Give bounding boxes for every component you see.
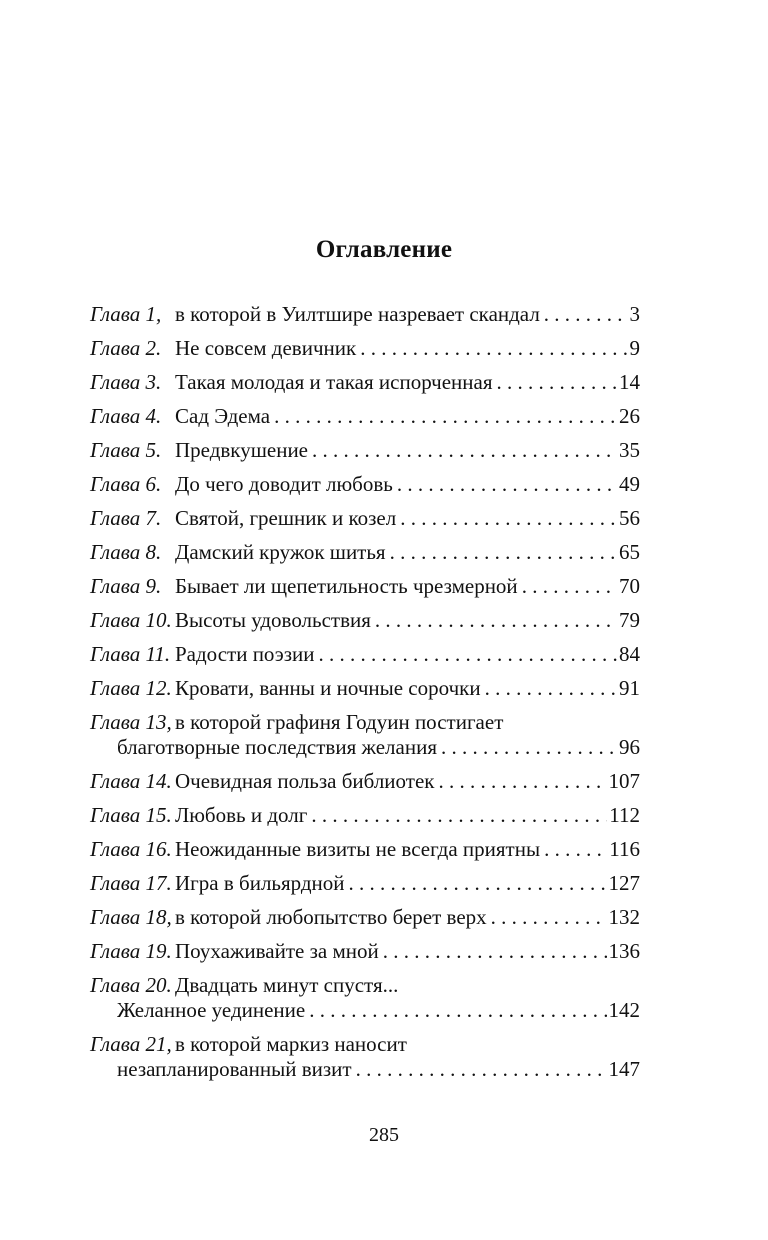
chapter-page-number: 91 [619,676,640,700]
toc-entry-line [90,574,640,599]
chapter-title: в которой любопытство берет верх [175,905,487,929]
chapter-label [90,710,175,735]
toc-entry [90,404,640,429]
dot-leader [497,370,617,395]
chapter-number: 1, [145,302,162,326]
toc-entry-line [90,1032,640,1057]
chapter-label [90,302,175,327]
chapter-label [90,642,175,667]
chapter-label [90,837,175,862]
toc-entry-line [90,302,640,327]
chapter-page-number: 96 [619,735,640,759]
chapter-page-number: 116 [609,837,640,861]
toc-entry [90,676,640,701]
toc-entry [90,540,640,565]
chapter-label [90,438,175,463]
chapter-title: в которой графиня Годуин постигает [175,710,504,734]
toc-entry [90,939,640,964]
chapter-number: 9. [145,574,162,598]
toc-entry [90,642,640,667]
toc-entry [90,905,640,930]
chapter-page-number: 70 [619,574,640,598]
toc-entry-line [90,608,640,633]
chapter-title: Такая молодая и такая испорченная [175,370,493,394]
dot-leader [309,998,606,1023]
chapter-title: Святой, грешник и козел [175,506,397,530]
toc-entry [90,837,640,862]
chapter-page-number: 147 [608,1057,640,1081]
chapter-number: 13, [145,710,172,734]
toc-entry-continuation [90,998,640,1023]
chapter-word: Глава [90,302,141,326]
chapter-label [90,676,175,701]
dot-leader [485,676,617,701]
dot-leader [438,769,606,794]
toc-entry [90,370,640,395]
chapter-page-number: 56 [619,506,640,530]
toc-entry [90,506,640,531]
chapter-label [90,769,175,794]
chapter-word: Глава [90,506,141,530]
toc-entry-line [90,676,640,701]
chapter-page-number: 132 [608,905,640,929]
chapter-title-continuation: Желанное уединение [117,998,306,1022]
chapter-label [90,905,175,930]
chapter-number: 16. [145,837,172,861]
chapter-number: 14. [145,769,172,793]
chapter-word: Глава [90,574,141,598]
chapter-number: 6. [145,472,162,496]
chapter-number: 3. [145,370,162,394]
toc-entry-line [90,540,640,565]
chapter-title: Радости поэзии [175,642,315,666]
chapter-label [90,472,175,497]
chapter-title: Бывает ли щепетильность чрезмерной [175,574,518,598]
chapter-page-number: 112 [609,803,640,827]
dot-leader [311,803,607,828]
toc-entry-line [90,871,640,896]
chapter-word: Глава [90,939,141,963]
chapter-label [90,871,175,896]
chapter-label [90,1032,175,1057]
chapter-title: Сад Эдема [175,404,271,428]
chapter-page-number: 9 [629,336,640,360]
chapter-page-number: 84 [619,642,640,666]
chapter-title: Любовь и долг [175,803,308,827]
chapter-number: 7. [145,506,162,530]
chapter-word: Глава [90,710,141,734]
chapter-word: Глава [90,336,141,360]
chapter-label [90,506,175,531]
chapter-word: Глава [90,871,141,895]
chapter-title: Дамский кружок шитья [175,540,386,564]
table-of-contents [90,302,640,1091]
chapter-word: Глава [90,404,141,428]
toc-entry-line [90,472,640,497]
toc-entry [90,608,640,633]
dot-leader [441,735,617,760]
chapter-number: 18, [145,905,172,929]
chapter-word: Глава [90,370,141,394]
toc-entry [90,302,640,327]
chapter-label [90,404,175,429]
toc-entry-line [90,837,640,862]
chapter-label [90,574,175,599]
chapter-number: 21, [145,1032,172,1056]
chapter-number: 8. [145,540,162,564]
chapter-word: Глава [90,540,141,564]
chapter-title-continuation: незапланированный визит [117,1057,352,1081]
toc-entry-line [90,939,640,964]
toc-entry-line [90,370,640,395]
dot-leader [544,837,607,862]
dot-leader [356,1057,607,1082]
chapter-number: 2. [145,336,162,360]
chapter-word: Глава [90,837,141,861]
chapter-title: Двадцать минут спустя... [175,973,399,997]
chapter-title: Кровати, ванны и ночные сорочки [175,676,481,700]
chapter-word: Глава [90,905,141,929]
toc-entry [90,871,640,896]
toc-entry [90,973,640,1023]
chapter-title: Очевидная польза библиотек [175,769,435,793]
toc-entry-continuation [90,1057,640,1082]
chapter-page-number: 79 [619,608,640,632]
chapter-page-number: 107 [608,769,640,793]
chapter-title: Поухаживайте за мной [175,939,379,963]
toc-entry-line [90,506,640,531]
dot-leader [383,939,607,964]
dot-leader [544,302,628,327]
chapter-page-number: 3 [629,302,640,326]
dot-leader [274,404,617,429]
dot-leader [522,574,617,599]
toc-entry-line [90,336,640,361]
toc-entry [90,336,640,361]
chapter-word: Глава [90,472,141,496]
toc-entry-line [90,404,640,429]
dot-leader [349,871,607,896]
dot-leader [397,472,617,497]
chapter-word: Глава [90,769,141,793]
chapter-label [90,336,175,361]
chapter-title: Предвкушение [175,438,309,462]
chapter-title: Неожиданные визиты не всегда приятны [175,837,541,861]
chapter-word: Глава [90,1032,141,1056]
chapter-word: Глава [90,438,141,462]
dot-leader [400,506,617,531]
page-title: Оглавление [315,236,453,263]
chapter-number: 20. [145,973,172,997]
dot-leader [318,642,617,667]
toc-entry [90,472,640,497]
chapter-page-number: 136 [608,939,640,963]
toc-entry-line [90,769,640,794]
chapter-title: Игра в бильярдной [175,871,345,895]
chapter-number: 11. [145,642,171,666]
toc-entry [90,769,640,794]
toc-entry [90,803,640,828]
toc-entry-line [90,642,640,667]
chapter-label [90,973,175,998]
chapter-title: Не совсем девичник [175,336,357,360]
chapter-page-number: 14 [619,370,640,394]
chapter-page-number: 65 [619,540,640,564]
dot-leader [375,608,617,633]
chapter-label [90,370,175,395]
chapter-word: Глава [90,973,141,997]
chapter-number: 5. [145,438,162,462]
chapter-number: 19. [145,939,172,963]
chapter-title: Высоты удовольствия [175,608,371,632]
toc-entry-continuation [90,735,640,760]
dot-leader [360,336,627,361]
toc-entry-line [90,803,640,828]
chapter-word: Глава [90,608,141,632]
chapter-word: Глава [90,803,141,827]
chapter-label [90,608,175,633]
dot-leader [312,438,617,463]
toc-entry [90,574,640,599]
chapter-label [90,939,175,964]
chapter-number: 12. [145,676,172,700]
chapter-word: Глава [90,676,141,700]
chapter-page-number: 127 [608,871,640,895]
chapter-title: До чего доводит любовь [175,472,393,496]
chapter-title-continuation: благотворные последствия желания [117,735,437,759]
toc-entry-line [90,710,640,735]
toc-entry [90,438,640,463]
chapter-word: Глава [90,642,141,666]
page-number: 285 [369,1124,399,1146]
toc-entry [90,710,640,760]
chapter-title: в которой маркиз наносит [175,1032,407,1056]
toc-entry [90,1032,640,1082]
chapter-page-number: 49 [619,472,640,496]
chapter-page-number: 35 [619,438,640,462]
toc-entry-line [90,973,640,998]
chapter-number: 4. [145,404,162,428]
toc-entry-line [90,438,640,463]
toc-entry-line [90,905,640,930]
chapter-label [90,803,175,828]
chapter-label [90,540,175,565]
chapter-number: 17. [145,871,172,895]
dot-leader [390,540,617,565]
chapter-title: в которой в Уилтшире назревает скандал [175,302,540,326]
chapter-number: 10. [145,608,172,632]
chapter-number: 15. [145,803,172,827]
chapter-page-number: 142 [608,998,640,1022]
dot-leader [491,905,607,930]
chapter-page-number: 26 [619,404,640,428]
